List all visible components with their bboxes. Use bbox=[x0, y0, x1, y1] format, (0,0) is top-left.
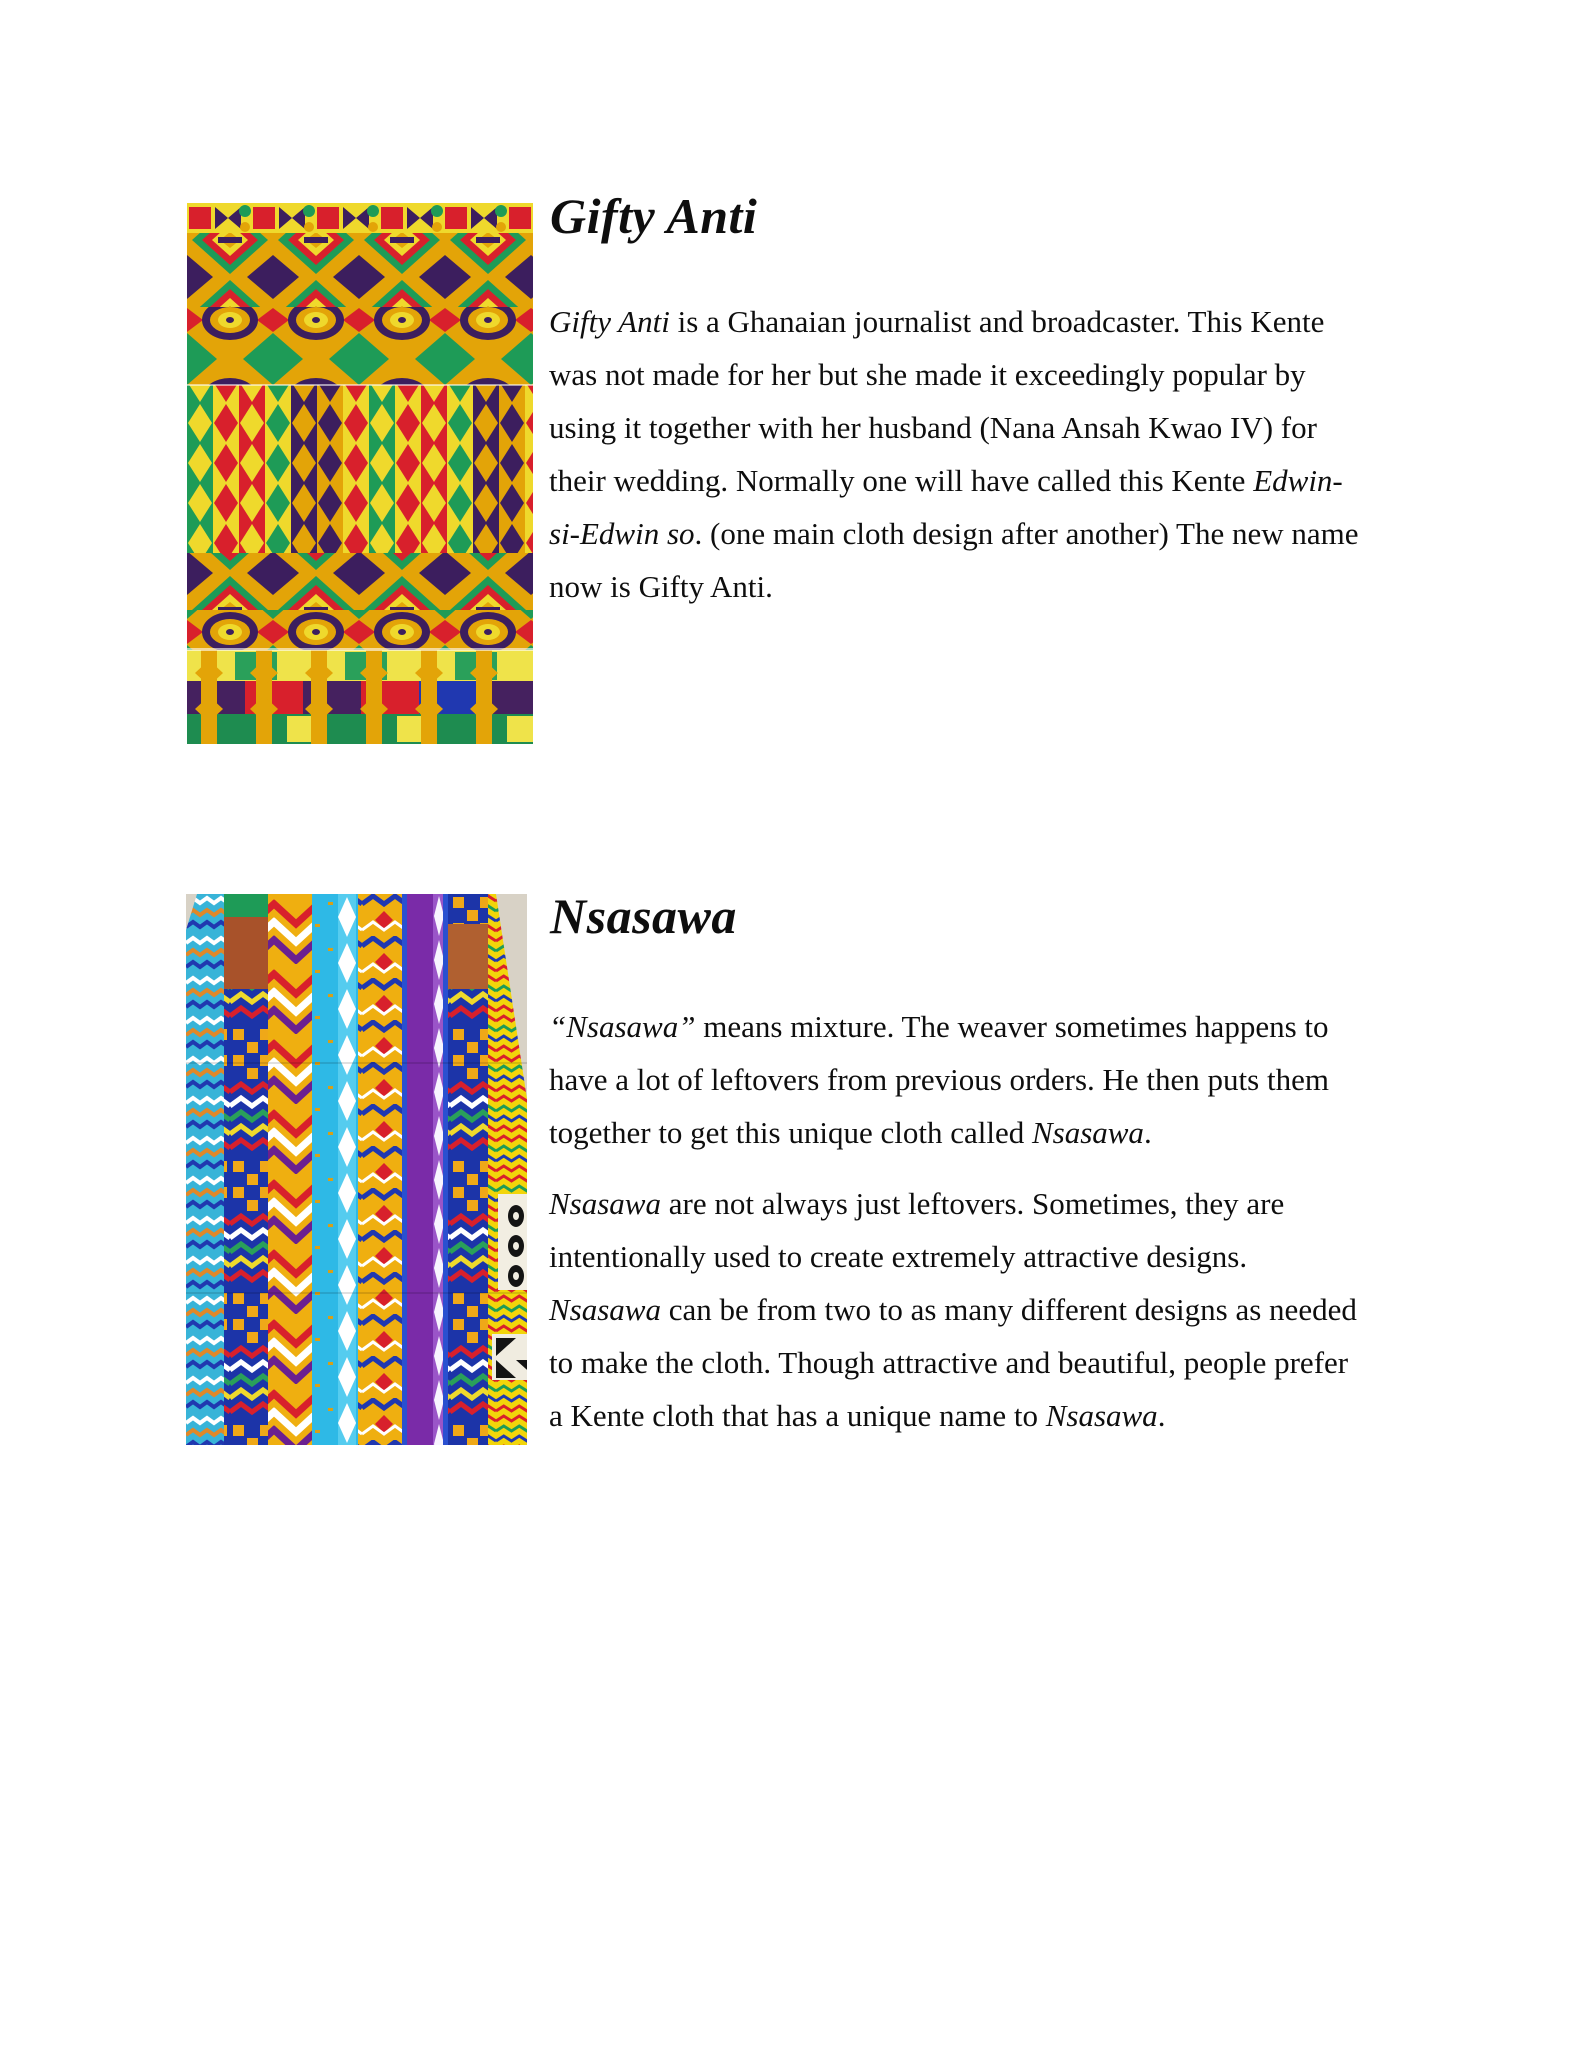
nsasawa-paragraph-1: “Nsasawa” means mixture. The weaver sometimes happens to have a lot of leftovers from previous orders. He then puts them together to get this unique cloth called Nsasawa. bbox=[549, 1009, 1329, 1150]
section-title-gifty-anti: Gifty Anti bbox=[550, 188, 758, 244]
gifty-anti-kente-image bbox=[187, 203, 533, 744]
kente-bands bbox=[187, 203, 533, 744]
nsasawa-paragraph-2: Nsasawa are not always just leftovers. Sometimes, they are intentionally used to create extremely attractive designs. Nsasawa can be from two to as many different designs as needed to make the cloth. Though attractive and beautiful, people prefer a Kente cloth that has a unique name to Nsasawa. bbox=[549, 1186, 1357, 1433]
section-title-nsasawa: Nsasawa bbox=[550, 888, 737, 944]
gifty-anti-paragraph: Gifty Anti is a Ghanaian journalist and broadcaster. This Kente was not made for her but she made it exceedingly popular by using it together with her husband (Nana Ansah Kwao IV) for their wedding. Normally one will have called this Kente Edwin- si-Edwin so. (one main cloth design after another) The new name now is Gifty Anti. bbox=[549, 304, 1359, 604]
nsasawa-kente-image bbox=[186, 894, 527, 1445]
nsasawa-strips bbox=[186, 894, 527, 1445]
